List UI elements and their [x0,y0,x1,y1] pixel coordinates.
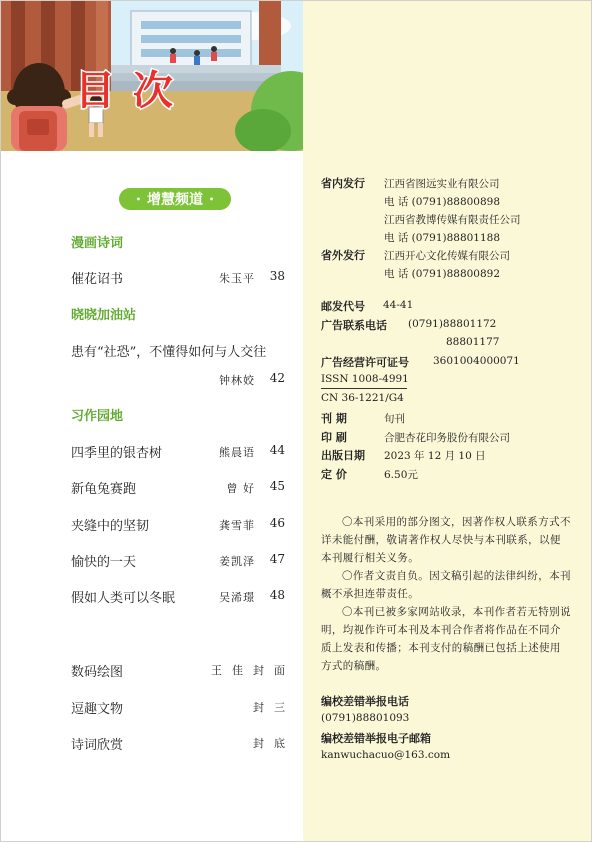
cover-illustration [1,1,303,151]
section-heading: 漫画诗词 [71,236,124,251]
channel-badge [119,188,231,210]
bullet-icon: • [209,194,215,204]
price: 6.50元 [384,469,418,481]
period: 旬刊 [384,413,405,425]
entry-author: 曾 好 [226,482,255,495]
publish-date: 2023 年 12 月 10 日 [384,450,486,462]
misc-location: 封底 [253,737,295,750]
ad-phone: (0791)88801172 [408,318,497,330]
entry-page: 47 [269,552,285,566]
entry-author: 熊晨语 [219,446,255,459]
entry-page: 48 [269,588,285,602]
entry-author: 钟林姣 [219,374,255,387]
ad-phone-label: 广告联系电话 [321,319,387,332]
ad-license-label: 广告经营许可证号 [321,356,409,369]
entry-title: 新龟兔赛跑 [71,482,137,497]
report-phone: (0791)88801093 [321,712,410,724]
entry-page: 44 [269,443,285,457]
notice-paragraph: 〇本刊采用的部分图文，因著作权人联系方式不详未能付酬，敬请著作权人尽快与本刊联系，以便本刊履行相关义务。 [321,516,571,564]
distributor-line: 电 话 (0791)88801188 [384,232,501,244]
entry-page: 42 [269,371,285,385]
postal-code-label: 邮发代号 [321,300,365,313]
period-label: 刊 期 [321,412,347,425]
misc-title: 诗词欣赏 [71,738,124,753]
ad-license: 3601004000071 [433,355,520,367]
report-phone-label: 编校差错举报电话 [321,695,409,708]
external-distribution-label: 省外发行 [321,249,365,262]
section-heading: 习作园地 [71,409,124,424]
ad-phone: 88801177 [446,336,500,348]
entry-author: 姜凯泽 [219,555,255,568]
misc-location: 王佳封面 [211,664,295,677]
page-title: 目 次 [75,68,175,114]
section-heading: 晓晓加油站 [71,308,137,323]
distributor-line: 江西开心文化传媒有限公司 [384,250,510,262]
price-label: 定 价 [321,468,347,481]
entry-title: 假如人类可以冬眠 [71,591,176,606]
entry-page: 45 [269,479,285,493]
bullet-icon: • [135,194,141,204]
cn-number: CN 36-1221/G4 [321,392,404,404]
issn: ISSN 1008-4991 [321,373,409,385]
entry-author: 吴浠璟 [219,591,255,604]
misc-title: 数码绘图 [71,665,124,680]
entry-author: 龚雪菲 [219,519,255,532]
divider [321,388,407,389]
report-email[interactable]: kanwuchacuo@163.com [321,749,451,761]
distributor-line: 江西省教博传媒有限责任公司 [384,214,521,226]
publish-date-label: 出版日期 [321,449,365,462]
entry-title: 愉快的一天 [71,555,137,570]
notice-paragraph: 〇作者文责自负。因文稿引起的法律纠纷，本刊概不承担连带责任。 [321,570,571,600]
distributor-line: 电 话 (0791)88800898 [384,196,501,208]
entry-title: 四季里的银杏树 [71,446,163,461]
entry-title: 夹缝中的坚韧 [71,519,150,534]
misc-location: 封三 [253,701,295,714]
printer-label: 印 刷 [321,431,347,444]
domestic-distribution-label: 省内发行 [321,177,365,190]
entry-author: 朱玉平 [219,272,255,285]
misc-title: 逗趣文物 [71,702,124,717]
notice-paragraph: 〇本刊已被多家网站收录，本刊作者若无特别说明，均视作许可本刊及本刊合作者将作品在不同介质上发表和传播；本刊支付的稿酬已包括上述使用方式的稿酬。 [321,606,571,672]
postal-code: 44-41 [383,299,414,311]
entry-title[interactable]: 患有“社恐”，不懂得如何与人交往 [71,345,267,360]
distributor-line: 江西省图远实业有限公司 [384,178,500,190]
contents-column [1,1,303,841]
entry-title: 催花诏书 [71,272,124,287]
entry-page: 46 [269,516,285,530]
channel-label: 增慧频道 [147,192,203,208]
distributor-line: 电 话 (0791)88800892 [384,268,501,280]
printer: 合肥杏花印务股份有限公司 [384,432,510,444]
report-email-label: 编校差错举报电子邮箱 [321,732,431,745]
entry-page: 38 [269,269,285,283]
